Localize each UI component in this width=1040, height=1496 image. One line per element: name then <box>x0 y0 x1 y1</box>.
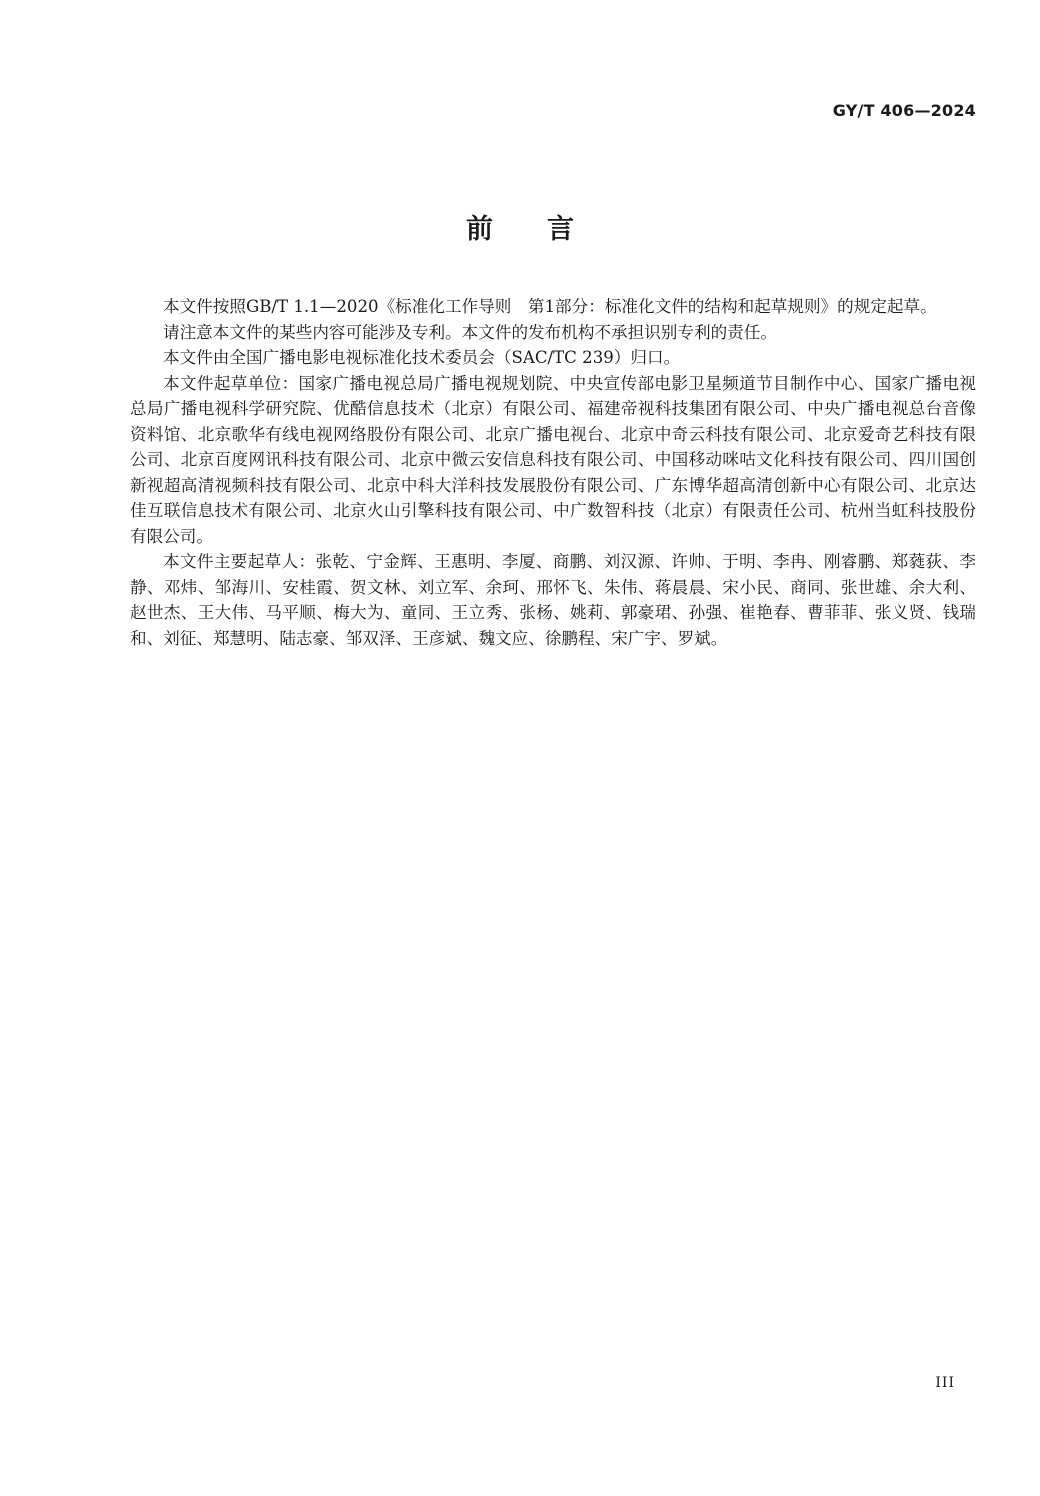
page-title: 前言 <box>466 214 628 245</box>
preface-body <box>130 294 976 651</box>
document-code: GY/T 406—2024 <box>832 101 976 120</box>
paragraph-drafters: 本文件主要起草人：张乾、宁金辉、王惠明、李厦、商鹏、刘汉源、许帅、于明、李冉、刚睿鹏、郑蕤荻、李静、邓炜、邹海川、安桂霞、贺文林、刘立军、余珂、邢怀飞、朱伟、蒋晨晨、宋小民、商同、张世雄、余大利、赵世杰、王大伟、马平顺、梅大为、童同、王立秀、张杨、姚莉、郭豪珺、孙强、崔艳春、曹菲菲、张义贤、钱瑞和、刘征、郑慧明、陆志豪、邹双泽、王彦斌、魏文应、徐鹏程、宋广宇、罗斌。 <box>130 552 976 648</box>
paragraph-committee: 本文件由全国广播电影电视标准化技术委员会（SAC/TC 239）归口。 <box>163 348 681 367</box>
page-number: III <box>935 1375 955 1391</box>
paragraph-patent-notice: 请注意本文件的某些内容可能涉及专利。本文件的发布机构不承担识别专利的责任。 <box>163 322 777 342</box>
paragraph-drafting-units: 本文件起草单位：国家广播电视总局广播电视规划院、中央宣传部电影卫星频道节目制作中心、国家广播电视总局广播电视科学研究院、优酷信息技术（北京）有限公司、福建帝视科技集团有限公司、中央广播电视总台音像资料馆、北京歌华有线电视网络股份有限公司、北京广播电视台、北京中奇云科技有限公司、北京爱奇艺科技有限公司、北京百度网讯科技有限公司、北京中微云安信息科技有限公司、中国移动咪咕文化科技有限公司、四川国创新视超高清视频科技有限公司、北京中科大洋科技发展股份有限公司、广东博华超高清创新中心有限公司、北京达佳互联信息技术有限公司、北京火山引擎科技有限公司、中广数智科技（北京）有限责任公司、杭州当虹科技股份有限公司。 <box>130 373 976 546</box>
paragraph-drafting-rules: 本文件按照GB/T 1.1—2020《标准化工作导则 第1部分：标准化文件的结构和起草规则》的规定起草。 <box>163 297 937 316</box>
